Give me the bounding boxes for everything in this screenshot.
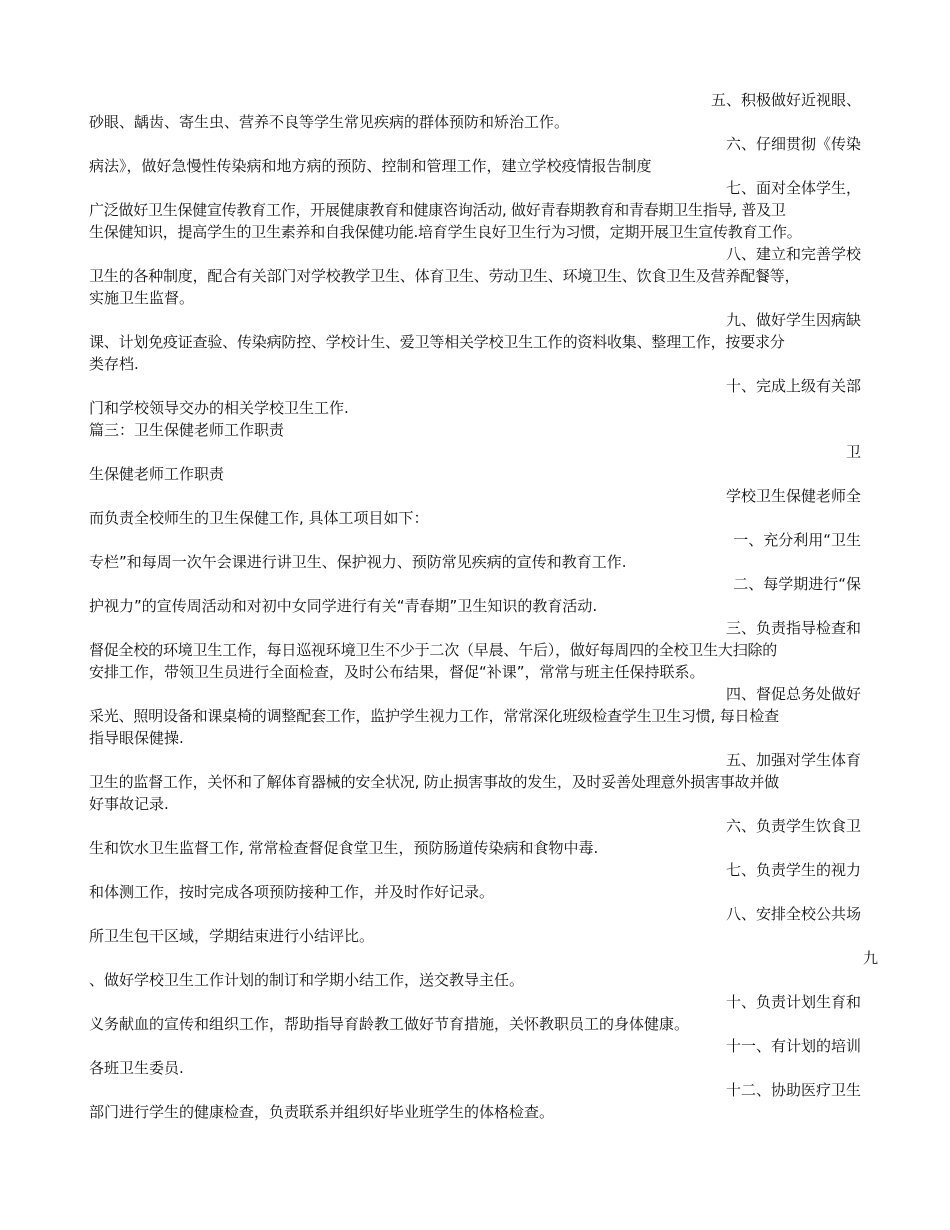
text-line: 、做好学校卫生工作计划的制订和学期小结工作，送交教导主任。	[89, 971, 525, 989]
text-line: 指导眼保健操.	[89, 729, 184, 747]
text-line: 病法》，做好急慢性传染病和地方病的预防、控制和管理工作，建立学校疫情报告制度	[89, 157, 652, 175]
text-line: 学校卫生保健老师全	[725, 487, 861, 505]
text-line: 生保健老师工作职责	[89, 465, 225, 483]
text-line: 义务献血的宣传和组织工作，帮助指导育龄教工做好节育措施，关怀教职员工的身体健康。	[89, 1015, 690, 1033]
text-line: 七、面对全体学生，	[725, 179, 861, 197]
text-line: 采光、照明设备和课桌椅的调整配套工作，监护学生视力工作，常常深化班级检查学生卫生习惯, 每日检查	[89, 707, 779, 725]
text-line: 生和饮水卫生监督工作, 常常检查督促食堂卫生，预防肠道传染病和食物中毒.	[89, 839, 599, 857]
text-line: 九、做好学生因病缺	[725, 311, 861, 329]
text-line: 砂眼、龋齿、寄生虫、营养不良等学生常见疾病的群体预防和矫治工作。	[89, 113, 570, 131]
text-line: 所卫生包干区域，学期结束进行小结评比。	[89, 927, 375, 945]
text-line: 督促全校的环境卫生工作，每日巡视环境卫生不少于二次（早晨、午后），做好每周四的全校卫生大扫除的	[89, 641, 778, 659]
text-line: 六、负责学生饮食卫	[725, 817, 861, 835]
text-line: 八、安排全校公共场	[725, 905, 861, 923]
text-line: 十、完成上级有关部	[725, 377, 861, 395]
text-line: 十、负责计划生育和	[725, 993, 861, 1011]
text-line: 五、加强对学生体育	[725, 751, 861, 769]
text-line: 二、每学期进行“保	[733, 575, 861, 593]
text-line: 卫	[845, 443, 861, 461]
text-line: 卫生的监督工作，关怀和了解体育器械的安全状况, 防止损害事故的发生，及时妥善处理意外损害事故并做	[89, 773, 779, 791]
text-line: 广泛做好卫生保健宣传教育工作，开展健康教育和健康咨询活动, 做好青春期教育和青春期卫生指导, 普及卫	[89, 201, 786, 219]
text-line: 类存档.	[89, 355, 139, 373]
text-line: 七、负责学生的视力	[725, 861, 861, 879]
text-line: 实施卫生监督。	[89, 289, 195, 307]
text-line: 一、充分利用“卫生	[733, 531, 861, 549]
text-line: 而负责全校师生的卫生保健工作, 具体工项目如下：	[89, 509, 429, 527]
text-line: 课、计划免疫证查验、传染病防控、学校计生、爱卫等相关学校卫生工作的资料收集、整理工作，按要求分	[89, 333, 785, 351]
text-line: 好事故记录.	[89, 795, 169, 813]
text-line: 六、仔细贯彻《传染	[725, 135, 861, 153]
text-line: 十一、有计划的培训	[725, 1037, 861, 1055]
text-line: 和体测工作，按时完成各项预防接种工作，并及时作好记录。	[89, 883, 495, 901]
text-line: 各班卫生委员.	[89, 1059, 184, 1077]
text-line: 四、督促总务处做好	[725, 685, 861, 703]
text-line: 卫生的各种制度，配合有关部门对学校教学卫生、体育卫生、劳动卫生、环境卫生、饮食卫生及营养配餐等，	[89, 267, 800, 285]
text-line: 专栏”和每周一次午会课进行讲卫生、保护视力、预防常见疾病的宣传和教育工作.	[89, 553, 627, 571]
text-line: 五、积极做好近视眼、	[710, 91, 861, 109]
text-line: 九	[862, 949, 878, 967]
text-line: 安排工作，带领卫生员进行全面检查，及时公布结果，督促“补课”，常常与班主任保持联系。	[89, 663, 705, 681]
text-line: 护视力”的宣传周活动和对初中女同学进行有关“青春期”卫生知识的教育活动.	[89, 597, 598, 615]
text-line: 十二、协助医疗卫生	[725, 1081, 861, 1099]
text-line: 门和学校领导交办的相关学校卫生工作.	[89, 399, 349, 417]
text-line: 八、建立和完善学校	[725, 245, 861, 263]
text-line: 三、负责指导检查和	[725, 619, 861, 637]
text-line: 生保健知识，提高学生的卫生素养和自我保健功能.培育学生良好卫生行为习惯，定期开展卫生宣传教育工作。	[89, 223, 802, 241]
section-heading: 篇三：卫生保健老师工作职责	[89, 421, 285, 439]
text-line: 部门进行学生的健康检查，负责联系并组织好毕业班学生的体格检查。	[89, 1103, 555, 1121]
